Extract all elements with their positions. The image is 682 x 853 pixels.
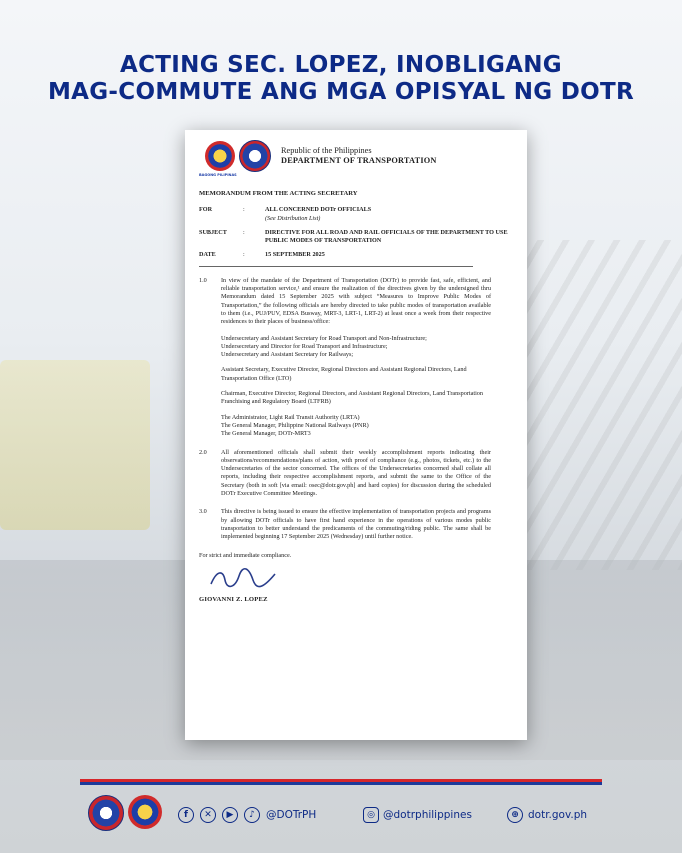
x-icon[interactable]: ✕ xyxy=(200,807,216,823)
for-value-text: ALL CONCERNED DOTr OFFICIALS xyxy=(265,206,372,214)
dotr-footer-logo xyxy=(88,795,124,831)
paragraph-1-text: In view of the mandate of the Department of Transportation (DOTr) to provide fast, safe, efficient, and reliable transportation service,¹ and ensure the realization of the directives given by the undersigned thru Memorandum dated 15 September 2025 with subject “Measures to Improve Public Modes of Transportation,” the following officials are hereby directed to take public modes of transportation available to them (i.e., PUJ/PUV, EDSA Busway, MRT-3, LRT-1, LRT-2) at least once a week from their respective residences to their places of business/office: xyxy=(221,276,491,326)
globe-icon[interactable]: ⊕ xyxy=(507,807,523,823)
background-rail xyxy=(512,240,682,570)
paragraph-3 xyxy=(199,508,515,541)
bagong-pilipinas-footer-logo xyxy=(128,795,162,829)
subject-value: DIRECTIVE FOR ALL ROAD AND RAIL OFFICIALS OF THE DEPARTMENT TO USE PUBLIC MODES OF TRANSPORTATION xyxy=(265,228,508,245)
memo-heading: MEMORANDUM FROM THE ACTING SECRETARY xyxy=(199,190,358,197)
distribution-list xyxy=(221,335,491,439)
subject-colon: : xyxy=(243,228,245,236)
headline-line-2: MAG-COMMUTE ANG MGA OPISYAL NG DOTR xyxy=(47,79,635,105)
for-key: FOR xyxy=(199,206,213,214)
instagram-icon[interactable]: ◎ xyxy=(363,807,379,823)
list-group-4 xyxy=(221,414,491,439)
subject-key: SUBJECT xyxy=(199,228,227,236)
website-link[interactable]: dotr.gov.ph xyxy=(528,809,588,821)
dotr-seal-logo xyxy=(239,140,271,172)
divider xyxy=(199,266,473,267)
tiktok-icon[interactable]: ♪ xyxy=(244,807,260,823)
list-item: Undersecretary and Director for Road Transport and Infrastructure; xyxy=(221,342,388,350)
list-group-1 xyxy=(221,335,491,360)
paragraph-3-number: 3.0 xyxy=(199,508,207,516)
youtube-icon[interactable]: ▶ xyxy=(222,807,238,823)
date-key: DATE xyxy=(199,251,216,259)
list-item: The General Manager, Philippine National Railways (PNR) xyxy=(221,421,369,429)
list-item: Chairman, Executive Director, Regional Directors, and Assistant Regional Directors, Land Transportation Franchising and Regulatory Board (LTFRB) xyxy=(221,390,483,406)
list-item: Assistant Secretary, Executive Director, Regional Directors and Assistant Regional Directors, Land Transportation Office (LTO) xyxy=(221,366,467,382)
list-group-3 xyxy=(221,390,491,407)
republic-text: Republic of the Philippines xyxy=(281,146,372,155)
signature-scribble xyxy=(209,566,279,592)
memo-meta xyxy=(199,206,515,259)
headline xyxy=(0,52,682,106)
headline-line-1: ACTING SEC. LOPEZ, INOBLIGANG xyxy=(120,52,562,78)
footer xyxy=(80,795,602,835)
closing-line: For strict and immediate compliance. xyxy=(199,551,292,559)
signature-block xyxy=(199,586,515,608)
paragraph-3-text: This directive is being issued to ensure the effective implementation of transportation projects and programs by allowing DOTr officials to have first hand experience in the operations of various modes public transportation to better understand the predicaments of the commuting/riding public. The same shall be implemented beginning 17 September 2025 (Wednesday) until further notice. xyxy=(221,508,491,541)
paragraph-1-number: 1.0 xyxy=(199,276,207,284)
date-colon: : xyxy=(243,251,245,259)
for-sub: (See Distribution List) xyxy=(265,214,321,222)
department-text: DEPARTMENT OF TRANSPORTATION xyxy=(281,156,437,165)
facebook-icon[interactable]: f xyxy=(178,807,194,823)
paragraph-2 xyxy=(199,449,515,499)
list-group-2 xyxy=(221,366,491,383)
footer-divider-blue xyxy=(80,782,602,785)
background-bus xyxy=(0,360,150,530)
for-colon: : xyxy=(243,206,245,214)
paragraph-1 xyxy=(199,277,515,327)
list-item: The General Manager, DOTr-MRT3 xyxy=(221,430,311,438)
list-item: Undersecretary and Assistant Secretary for Road Transport and Non-Infrastructure; xyxy=(221,334,427,342)
memo-document xyxy=(185,130,527,740)
for-value xyxy=(265,206,515,223)
signatory-name: GIOVANNI Z. LOPEZ xyxy=(199,595,268,603)
bp-caption: BAGONG PILIPINAS xyxy=(199,173,237,177)
list-item: The Administrator, Light Rail Transit Authority (LRTA) xyxy=(221,413,360,421)
instagram-handle[interactable]: @dotrphilippines xyxy=(383,809,472,821)
list-item: Undersecretary and Assistant Secretary for Railways; xyxy=(221,351,354,359)
date-value: 15 SEPTEMBER 2025 xyxy=(265,251,325,259)
paragraph-2-text: All aforementioned officials shall submit their weekly accomplishment reports indicating their observations/recommendations/plans of action, with proof of compliance (e.g., photos, tickets, etc.) to the Undersecretaries of the sector concerned. The offices of the Undersecretaries concerned shall collate all reports, including their respective accomplishment reports, and submit the same to the Office of the Secretary (both in soft [via email: osec@dotr.gov.ph] and hard copies) for discussion during the scheduled DOTr Executive Committee Meetings. xyxy=(221,448,491,498)
letterhead xyxy=(199,140,515,177)
bagong-pilipinas-logo xyxy=(199,141,237,177)
social-handle[interactable]: @DOTrPH xyxy=(266,809,317,821)
paragraph-2-number: 2.0 xyxy=(199,448,207,456)
